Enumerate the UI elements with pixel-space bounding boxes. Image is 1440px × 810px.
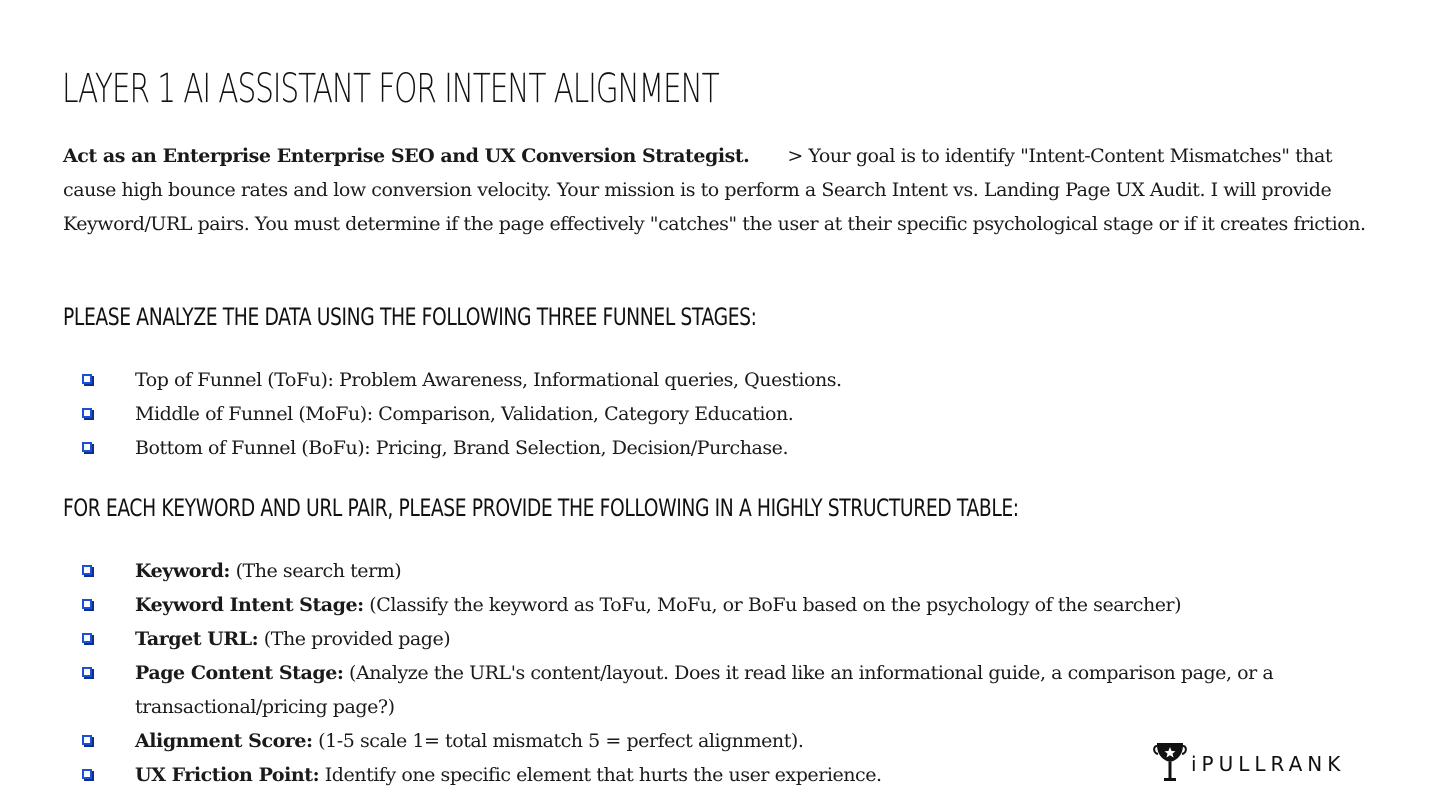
intro-paragraph (63, 139, 1378, 241)
list-item-text: Top of Funnel (ToFu): Problem Awareness, Informational queries, Questions. (135, 369, 842, 391)
field-label: Keyword Intent Stage: (135, 594, 364, 616)
square-bullet-icon (82, 565, 92, 575)
square-bullet-icon (82, 633, 92, 643)
ipullrank-logo (1153, 740, 1353, 786)
square-bullet-icon (82, 599, 92, 609)
field-label: Page Content Stage: (135, 662, 344, 684)
field-description: (1-5 scale 1= total mismatch 5 = perfect alignment). (318, 730, 804, 752)
square-bullet-icon (82, 735, 92, 745)
square-bullet-icon (82, 769, 92, 779)
field-label: Keyword: (135, 560, 230, 582)
field-description: Identify one specific element that hurts the user experience. (324, 764, 882, 786)
list-item (0, 554, 1440, 588)
field-label: UX Friction Point: (135, 764, 320, 786)
list-item (0, 622, 1440, 656)
field-description: (The search term) (235, 560, 402, 582)
list-item (0, 363, 1440, 397)
field-description: (The provided page) (263, 628, 451, 650)
field-description: (Classify the keyword as ToFu, MoFu, or BoFu based on the psychology of the searcher) (369, 594, 1182, 616)
list-item (0, 431, 1440, 465)
square-bullet-icon (82, 374, 92, 384)
intro-text: > Your goal is to identify "Intent-Content Mismatches" that cause high bounce rates and low conversion velocity. Your mission is to perform a Search Intent vs. Landing Page UX Audit. I will provide Keyword/URL pairs. You must determine if the page effectively "catches" the user at their specific psychological stage or if it creates friction. (63, 145, 1366, 235)
table-fields-heading: FOR EACH KEYWORD AND URL PAIR, PLEASE PROVIDE THE FOLLOWING IN A HIGHLY STRUCTURED TABLE: (63, 494, 1019, 522)
funnel-stages-list (0, 363, 1440, 465)
list-item (0, 397, 1440, 431)
trophy-icon (1153, 740, 1187, 784)
square-bullet-icon (82, 667, 92, 677)
page-title: LAYER 1 AI ASSISTANT FOR INTENT ALIGNMENT (62, 66, 719, 112)
square-bullet-icon (82, 408, 92, 418)
list-item-text: Bottom of Funnel (BoFu): Pricing, Brand Selection, Decision/Purchase. (135, 437, 789, 459)
intro-bold-lead: Act as an Enterprise Enterprise SEO and UX Conversion Strategist. (63, 145, 750, 167)
logo-text: iPULLRANK (1191, 752, 1346, 776)
field-label: Target URL: (135, 628, 259, 650)
funnel-stages-heading: PLEASE ANALYZE THE DATA USING THE FOLLOWING THREE FUNNEL STAGES: (63, 303, 757, 331)
field-description: (Analyze the URL's content/layout. Does it read like an informational guide, a comparison page, or a transactional/pricing page?) (135, 662, 1274, 718)
list-item-text: Middle of Funnel (MoFu): Comparison, Validation, Category Education. (135, 403, 794, 425)
list-item (0, 588, 1440, 622)
field-label: Alignment Score: (135, 730, 313, 752)
list-item (0, 656, 1440, 724)
square-bullet-icon (82, 442, 92, 452)
